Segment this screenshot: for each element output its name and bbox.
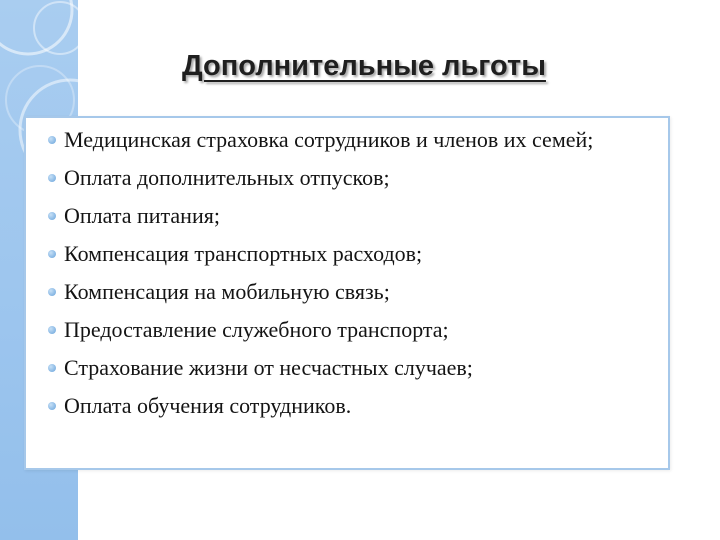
- list-item: [48, 163, 652, 193]
- bullet-dot-icon: [48, 212, 56, 220]
- list-item-text: Компенсация транспортных расходов;: [64, 241, 423, 266]
- bullet-dot-icon: [48, 288, 56, 296]
- bullet-dot-icon: [48, 136, 56, 144]
- bullet-dot-icon: [48, 326, 56, 334]
- list-item: [48, 125, 652, 155]
- list-item: [48, 277, 652, 307]
- list-item-text: Страхование жизни от несчастных случаев;: [64, 355, 473, 380]
- list-item: [48, 239, 652, 269]
- bullet-dot-icon: [48, 364, 56, 372]
- bullet-dot-icon: [48, 250, 56, 258]
- slide-title: Дополнительные льготы: [182, 50, 546, 82]
- list-item: [48, 201, 652, 231]
- list-item: [48, 391, 652, 421]
- list-item-text: Оплата обучения сотрудников.: [64, 393, 352, 418]
- list-item-text: Компенсация на мобильную связь;: [64, 279, 390, 304]
- list-item-text: Медицинская страховка сотрудников и членов их семей;: [64, 127, 594, 152]
- bullet-list: [26, 118, 668, 421]
- list-item: [48, 315, 652, 345]
- list-item-text: Оплата дополнительных отпусков;: [64, 165, 390, 190]
- list-item-text: Предоставление служебного транспорта;: [64, 317, 449, 342]
- list-item: [48, 353, 652, 383]
- bullet-dot-icon: [48, 402, 56, 410]
- bullet-dot-icon: [48, 174, 56, 182]
- bullet-panel: [24, 116, 670, 470]
- list-item-text: Оплата питания;: [64, 203, 220, 228]
